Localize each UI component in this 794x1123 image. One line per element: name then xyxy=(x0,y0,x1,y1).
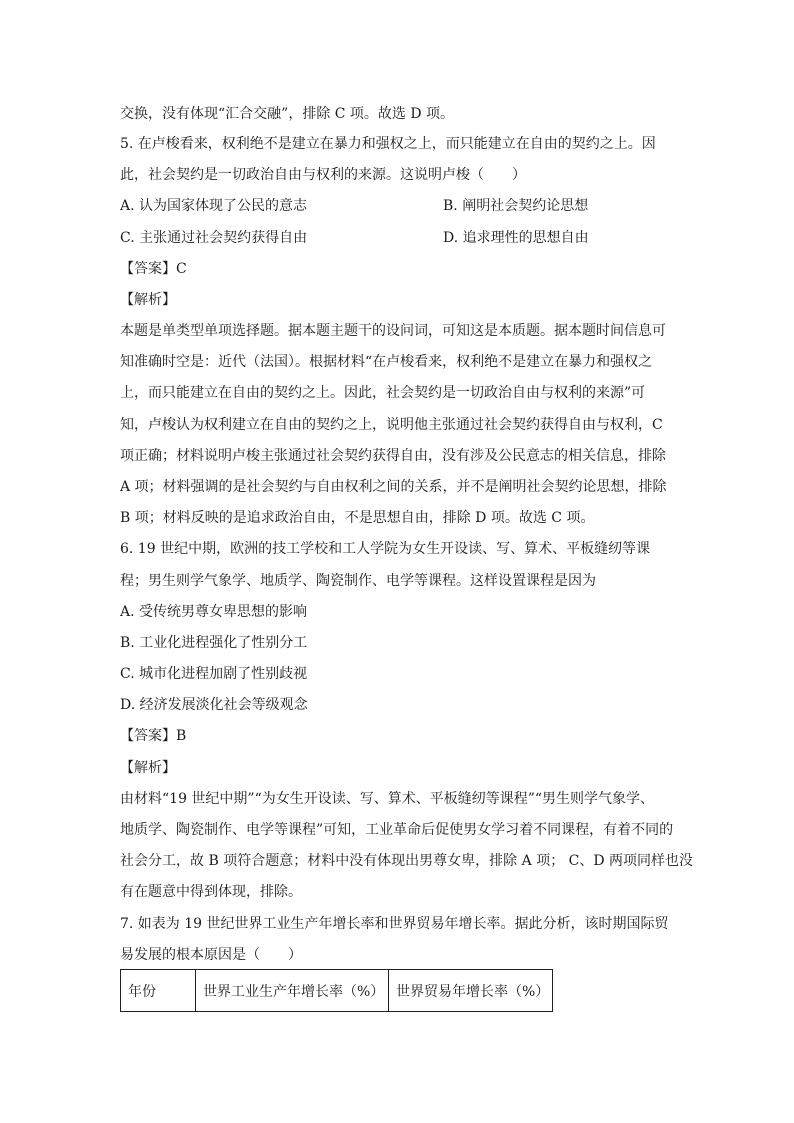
text-line: 交换，没有体现“汇合交融”，排除 C 项。故选 D 项。 xyxy=(120,106,455,122)
analysis-text: 地质学、陶瓷制作、电学等课程”可知，工业革命后促使男女学习着不同课程，有着不同的 xyxy=(120,822,674,838)
analysis-text: 社会分工，故 B 项符合题意；材料中没有体现出男尊女卑，排除 A 项； C、D 两项同样也没 xyxy=(120,853,694,869)
analysis-text: 项正确；材料说明卢梭主张通过社会契约获得自由，没有涉及公民意志的相关信息，排除 xyxy=(120,448,666,464)
analysis-label: 【解析】 xyxy=(120,292,176,308)
question-7-stem-cont: 易发展的根本原因是（ ） xyxy=(120,947,302,963)
table-header-row xyxy=(121,970,553,1012)
question-6-option-d: D. 经济发展淡化社会等级观念 xyxy=(120,697,308,713)
question-5-stem: 5. 在卢梭看来，权利绝不是建立在暴力和强权之上，而只能建立在自由的契约之上。因 xyxy=(120,136,656,152)
question-6-option-b: B. 工业化进程强化了性别分工 xyxy=(120,635,308,651)
question-6-stem: 6. 19 世纪中期，欧洲的技工学校和工人学院为女生开设读、写、算术、平板缝纫等课 xyxy=(120,541,651,557)
question-6-option-a: A. 受传统男尊女卑思想的影响 xyxy=(120,604,308,620)
analysis-text: 由材料“19 世纪中期”“为女生开设读、写、算术、平板缝纫等课程”“男生则学气象学、 xyxy=(120,791,655,807)
question-5-stem-cont: 此，社会契约是一切政治自由与权利的来源。这说明卢梭（ ） xyxy=(120,167,526,183)
question-6-option-c: C. 城市化进程加剧了性别歧视 xyxy=(120,666,308,682)
analysis-text: 有在题意中得到体现，排除。 xyxy=(120,884,302,900)
analysis-text: 知，卢梭认为权利建立在自由的契约之上，说明他主张通过社会契约获得自由与权利，C xyxy=(120,417,663,433)
answer-label: 【答案】B xyxy=(120,728,187,744)
analysis-text: B 项；材料反映的是追求政治自由，不是思想自由，排除 D 项。故选 C 项。 xyxy=(120,510,595,526)
question-5-option-b: B. 阐明社会契约论思想 xyxy=(443,198,589,214)
table-header-industrial-growth: 世界工业生产年增长率（%） xyxy=(196,970,389,1012)
analysis-text: 本题是单类型单项选择题。据本题主题干的设问词，可知这是本质题。据本题时间信息可 xyxy=(120,323,666,339)
question-5-option-d: D. 追求理性的思想自由 xyxy=(443,230,589,246)
table-header-trade-growth: 世界贸易年增长率（%） xyxy=(389,970,553,1012)
question-6-stem-cont: 程；男生则学气象学、地质学、陶瓷制作、电学等课程。这样设置课程是因为 xyxy=(120,573,596,589)
analysis-label: 【解析】 xyxy=(120,760,176,776)
analysis-text: 知准确时空是：近代（法国）。根据材料“在卢梭看来，权利绝不是建立在暴力和强权之 xyxy=(120,354,653,370)
answer-label: 【答案】C xyxy=(120,261,187,277)
question-7-stem: 7. 如表为 19 世纪世界工业生产年增长率和世界贸易年增长率。据此分析，该时期国际贸 xyxy=(120,916,669,932)
analysis-text: 上，而只能建立在自由的契约之上。因此，社会契约是一切政治自由与权利的来源”可 xyxy=(120,385,646,401)
growth-rate-table xyxy=(120,969,553,1012)
question-5-option-c: C. 主张通过社会契约获得自由 xyxy=(120,230,308,246)
table-header-year: 年份 xyxy=(121,970,196,1012)
analysis-text: A 项；材料强调的是社会契约与自由权利之间的关系，并不是阐明社会契约论思想，排除 xyxy=(120,479,667,495)
question-5-option-a: A. 认为国家体现了公民的意志 xyxy=(120,198,308,214)
